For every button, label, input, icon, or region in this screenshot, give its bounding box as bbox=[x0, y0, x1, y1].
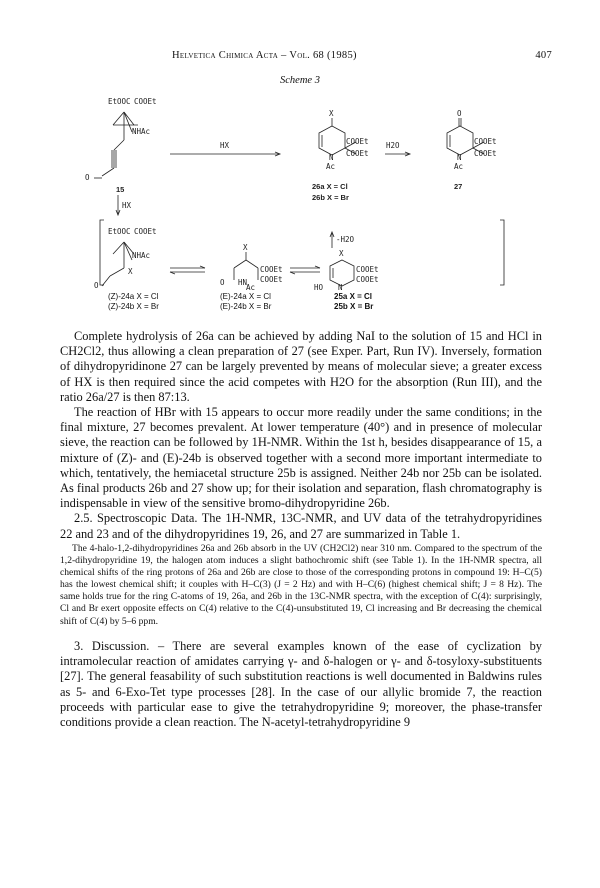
c27-o: O bbox=[457, 109, 462, 118]
c27-cooet2: COOEt bbox=[474, 149, 497, 158]
c26-x: X bbox=[329, 109, 334, 118]
scheme-title: Scheme 3 bbox=[280, 75, 320, 86]
reaction-scheme bbox=[80, 90, 520, 290]
journal-title: Helvetica Chimica Acta – Vol. 68 (1985) bbox=[172, 50, 357, 61]
paragraph-hydrolysis: Complete hydrolysis of 26a can be achieved by adding NaI to the solution of 15 and HCl in CH2Cl2, thus allowing a clean preparation of 27 (see Exper. Part, Run IV). Inversely, formation of dihydropyridinone 27 can be largely prevented by means of molecular sieve; a greater excess of HX is then required since the acid competes with H2O for the absorption (Run III), and the ratio 26a/27 is then 87:13. bbox=[60, 329, 542, 404]
c27-label: 27 bbox=[454, 182, 463, 191]
reagent-hx: HX bbox=[220, 141, 230, 150]
paragraph-hbr-reaction: The reaction of HBr with 15 appears to occur more readily under the same conditions; in the final mixture, 27 becomes prevalent. At lower temperature (40°) and in presence of molecular sieve, the reaction can be followed by 1H-NMR. Within the 1st h, besides disappearance of 15, a mixture of (Z)- and (E)-24b is observed together with a second more important intermediate to which, tentatively, the hemiacetal structure 25b is assigned. Neither 24b nor 25b can be isolated. As final products 26b and 27 show up; for their isolation and separation, flash chromatography is indispensable in view of the sensitive bromo-dihydropyridine 26b. bbox=[60, 405, 542, 511]
scheme-bottom-labels bbox=[108, 292, 548, 322]
c27-n: N bbox=[457, 153, 462, 162]
c25-ho: HO bbox=[314, 283, 324, 290]
compound-15-structure bbox=[94, 112, 138, 178]
discussion-section bbox=[60, 639, 542, 730]
c26-cooet1: COOEt bbox=[346, 137, 369, 146]
c15-label: 15 bbox=[116, 185, 125, 194]
c25-cooet2: COOEt bbox=[356, 275, 379, 284]
c26-label-b: 26b X = Br bbox=[312, 193, 349, 202]
page-number: 407 bbox=[535, 50, 552, 61]
cz24-label-b: (Z)-24b X = Br bbox=[108, 302, 159, 311]
ce24-cooet2: COOEt bbox=[260, 275, 283, 284]
paragraph-discussion: 3. Discussion. – There are several examples known of the ease of cyclization by intramolecular reaction of amidates carrying γ- and δ-halogen or γ- and δ-tosyloxy-substituents [27]. The general feasability of such substitution reactions is well documented in Baldwins rules as 5- and 6-Exo-Tet type processes [28]. In the case of our allylic bromide 7, the reaction proceeds with particular ease to give the tetrahydropyridine 9; moreover, the phase-transfer conditions provide a clean reaction. The N-acetyl-tetrahydropyridine 9 bbox=[60, 639, 542, 730]
c25-cooet1: COOEt bbox=[356, 265, 379, 274]
c15-reagent: HX bbox=[122, 201, 132, 210]
ce24-label-b: (E)-24b X = Br bbox=[220, 302, 272, 311]
c26-n: N bbox=[329, 153, 334, 162]
c27-ac: Ac bbox=[454, 162, 464, 171]
ce24-ac: Ac bbox=[246, 283, 256, 290]
paragraph-uv-nmr: The 4-halo-1,2-dihydropyridines 26a and 26b absorb in the UV (CH2Cl2) near 310 nm. Compared to the spectrum of the 1,2-dihydropyridine 19, the halogen atom induces a slight bathochromic shift (see Table 1). In the 1H-NMR spectra, all chemical shifts of the ring protons of 26a and 26b are close to those of the corresponding protons in compound 19: H–C(5) has the lowest chemical shift; it couples with H–C(3) (J = 2 Hz) and with H–C(6) (highest chemical shift; J = 8 Hz). The same holds true for the ring C-atoms of 19, 26a, and 26b in the 13C-NMR spectra, with the exception of C(4): surprisingly, Cl and Br exert opposite effects on C(4) relative to the C(4)-unsubstituted 19, Cl increasing and Br decreasing the chemical shift of C(4) by 5–6 ppm. bbox=[60, 543, 542, 627]
c15-sub3: NHAc bbox=[132, 127, 151, 136]
cz24-label-a: (Z)-24a X = Cl bbox=[108, 292, 159, 301]
cz24-o: O bbox=[94, 281, 99, 290]
ce24-o: O bbox=[220, 278, 225, 287]
body-paragraphs bbox=[60, 329, 542, 542]
cz24-sub3: NHAc bbox=[132, 251, 151, 260]
compound-e24-structure bbox=[234, 252, 258, 280]
ce24-hn: HN bbox=[238, 278, 248, 287]
cz24-sub1: EtOOC bbox=[108, 227, 131, 236]
c25-x: X bbox=[339, 249, 344, 258]
reagent-h2o: H2O bbox=[386, 141, 400, 150]
c15-sub1: EtOOC bbox=[108, 97, 131, 106]
compound-z24-structure bbox=[102, 242, 134, 286]
ce24-label-a: (E)-24a X = Cl bbox=[220, 292, 271, 301]
c26-ac: Ac bbox=[326, 162, 336, 171]
paragraph-spectroscopic: 2.5. Spectroscopic Data. The 1H-NMR, 13C-NMR, and UV data of the tetrahydropyridines 22 and 23 and of the dihydropyridines 19, 26, and 27 are summarized in Table 1. bbox=[60, 511, 542, 541]
ce24-x: X bbox=[243, 243, 248, 252]
c15-o: O bbox=[85, 173, 90, 182]
c26-cooet2: COOEt bbox=[346, 149, 369, 158]
c25-label-a: 25a X = Cl bbox=[334, 292, 373, 301]
c27-cooet1: COOEt bbox=[474, 137, 497, 146]
c25-label-b: 25b X = Br bbox=[334, 302, 374, 311]
c25-n: N bbox=[338, 283, 343, 290]
c15-sub2: COOEt bbox=[134, 97, 157, 106]
c26-label-a: 26a X = Cl bbox=[312, 182, 348, 191]
ce24-cooet1: COOEt bbox=[260, 265, 283, 274]
cz24-x: X bbox=[128, 267, 133, 276]
small-print-note bbox=[60, 543, 542, 628]
reagent-minus-h2o: -H2O bbox=[336, 235, 355, 244]
cz24-sub2: COOEt bbox=[134, 227, 157, 236]
